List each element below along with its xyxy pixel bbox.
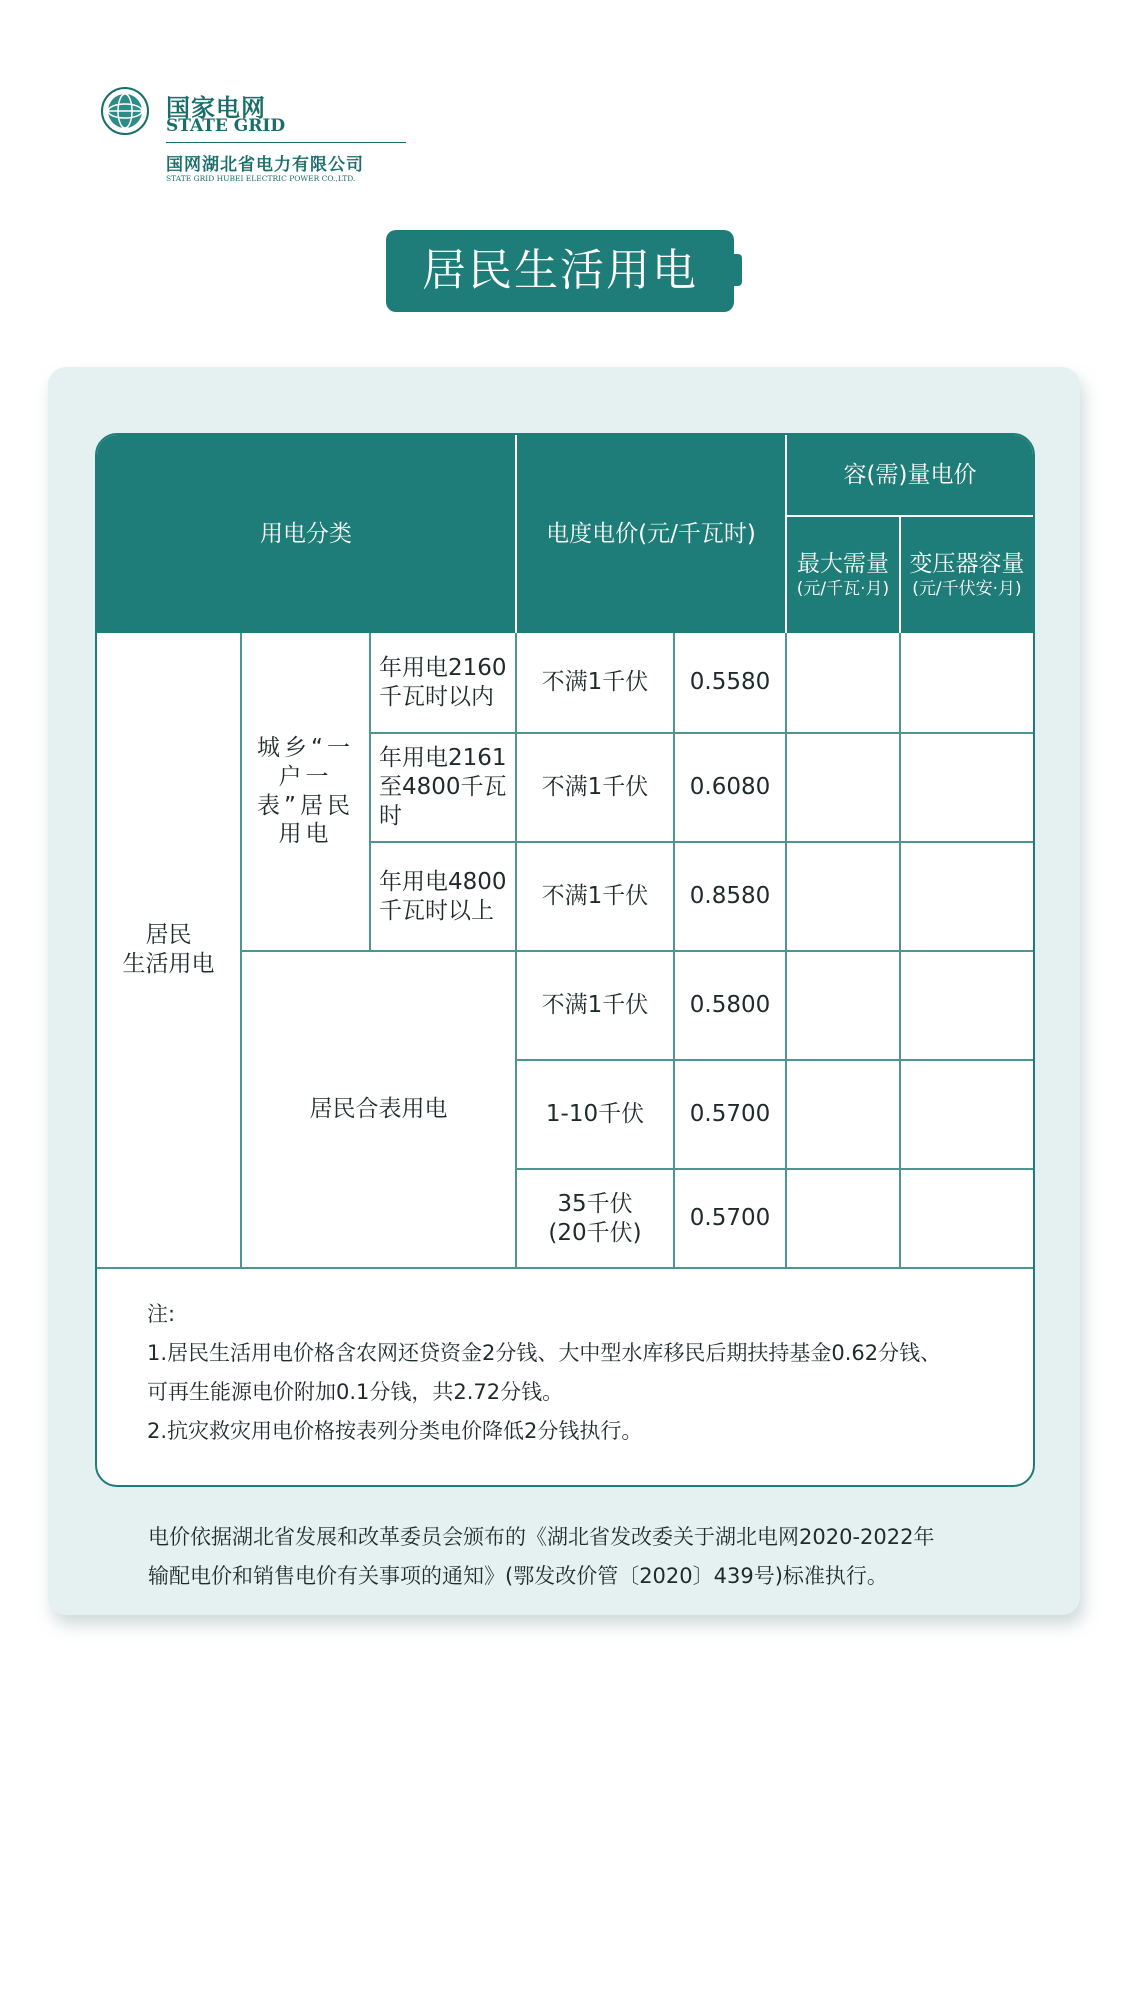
grid-line [97,1267,1033,1269]
header-energy-price: 电度电价(元/千瓦时) [546,520,756,547]
voltage-cell: 不满1千伏 [541,883,649,910]
header-transformer [901,517,1033,633]
voltage-cell: 不满1千伏 [541,669,649,696]
price-cell: 0.5700 [689,1101,771,1128]
price-cell: 0.6080 [689,774,771,801]
voltage-cell: 不满1千伏 [541,992,649,1019]
header-max-demand-label: 最大需量 [797,551,889,577]
logo-company-en: STATE GRID HUBEI ELECTRIC POWER CO.,LTD. [166,174,356,183]
header-category: 用电分类 [260,520,352,547]
title-badge-tab [734,254,742,286]
tier-cell: 年用电2161至4800千瓦时 [379,745,507,829]
tier-cell: 年用电4800千瓦时以上 [379,868,507,924]
footer-line: 输配电价和销售电价有关事项的通知》(鄂发改价管〔2020〕439号)标准执行。 [148,1564,888,1588]
price-cell: 0.5580 [689,669,771,696]
state-grid-emblem-icon [100,86,150,136]
header-transformer-unit: (元/千伏安·月) [912,578,1022,599]
company-logo [100,86,430,186]
voltage-cell: 不满1千伏 [541,774,649,801]
page-title: 居民生活用电 [386,230,734,312]
header-max-demand-unit: (元/千瓦·月) [796,578,890,599]
price-cell: 0.5800 [689,992,771,1019]
price-cell: 0.5700 [689,1205,771,1232]
voltage-cell: 35千伏 (20千伏) [548,1190,642,1246]
header-transformer-label: 变压器容量 [909,551,1025,577]
subgroup-label-shared-meter: 居民合表用电 [309,1096,448,1123]
logo-name-en: STATE GRID [166,116,286,136]
notes-line: 1.居民生活用电价格含农网还贷资金2分钱、大中型水库移民后期扶持基金0.62分钱、 [147,1341,942,1365]
logo-divider [166,142,406,143]
notes-line: 2.抗灾救灾用电价格按表列分类电价降低2分钱执行。 [147,1419,643,1443]
footer-line: 电价依据湖北省发展和改革委员会颁布的《湖北省发改委关于湖北电网2020-2022年 [148,1525,935,1549]
header-capacity-price: 容(需)量电价 [843,461,977,488]
header-max-demand [787,517,899,633]
logo-name-cn: 国家电网 [166,94,266,122]
subgroup-label-one-meter: 城乡“一户一表”居民用电 [257,735,354,848]
price-table-panel [95,433,1035,1487]
table-notes [147,1295,1027,1451]
notes-line: 可再生能源电价附加0.1分钱，共2.72分钱。 [147,1380,564,1404]
tier-cell: 年用电2160千瓦时以内 [379,654,507,710]
price-cell: 0.8580 [689,883,771,910]
notes-title: 注: [147,1302,176,1326]
basis-footnote [148,1518,1028,1596]
group-label: 居民 生活用电 [122,922,215,977]
logo-company-cn: 国网湖北省电力有限公司 [166,155,364,175]
voltage-cell: 1-10千伏 [545,1101,645,1128]
